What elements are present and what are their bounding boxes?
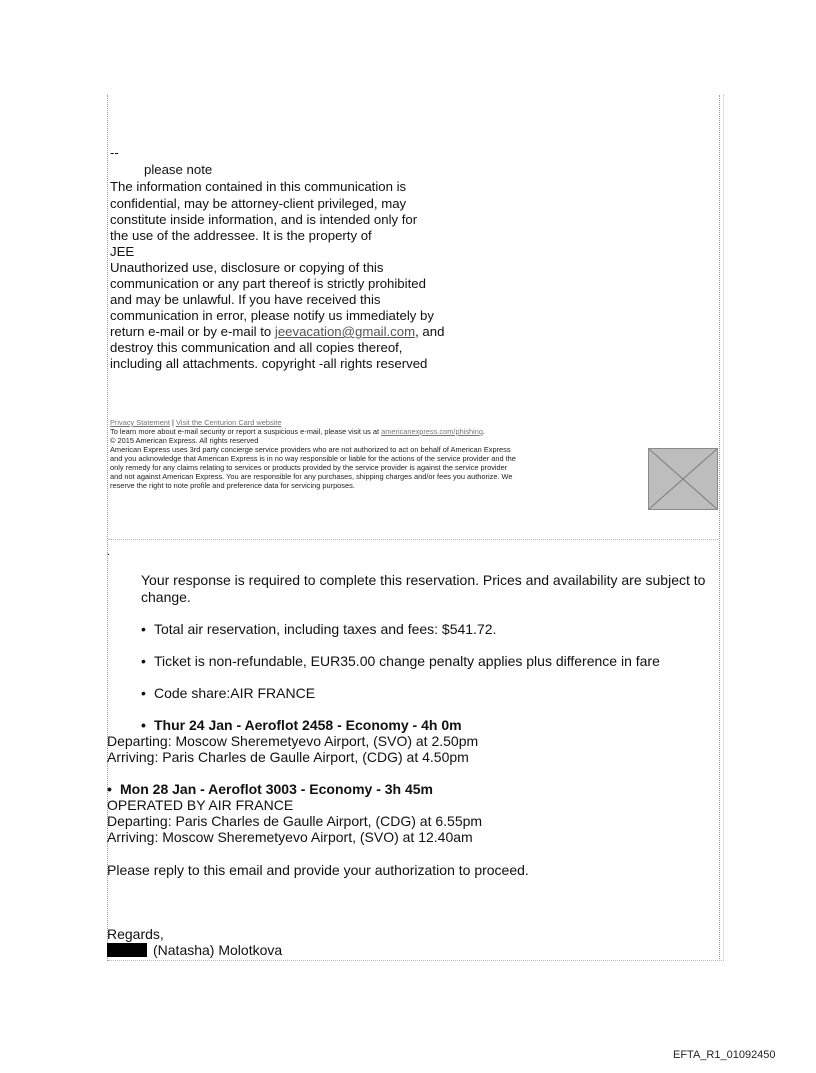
disclaimer-dash: --	[110, 145, 119, 160]
disclaimer-line: communication in error, please notify us immediately by	[110, 308, 434, 323]
disclaimer-line: confidential, may be attorney-client privileged, may	[110, 196, 407, 211]
centurion-website-link[interactable]: Visit the Centurion Card website	[176, 418, 282, 427]
privacy-statement-link[interactable]: Privacy Statement	[110, 418, 170, 427]
ticket-policy: Ticket is non-refundable, EUR35.00 change penalty applies plus difference in fare	[154, 653, 660, 669]
phishing-link[interactable]: americanexpress.com/phishing	[381, 427, 483, 436]
disclaimer-line: constitute inside information, and is intended only for	[110, 212, 418, 227]
bullet: •	[141, 717, 146, 733]
section-divider	[108, 539, 718, 540]
disclaimer-line: Unauthorized use, disclosure or copying of this	[110, 260, 384, 275]
flight1-title: Thur 24 Jan - Aeroflot 2458 - Economy - 4h 0m	[154, 717, 462, 733]
amex-body-line: and not against American Express. You are responsible for any purchases, shipping charges and/or fees you authorize. We	[110, 472, 513, 481]
disclaimer-line: including all attachments. copyright -all rights reserved	[110, 356, 428, 371]
disclaimer-heading: please note	[144, 162, 213, 177]
flight1-title-row	[141, 717, 462, 734]
bullet: •	[141, 621, 146, 637]
reply-request: Please reply to this email and provide your authorization to proceed.	[107, 862, 529, 878]
amex-body-line: only remedy for any claims relating to services or products provided by the service provider is against the service provider	[110, 463, 508, 472]
list-item	[141, 621, 496, 638]
reservation-intro-cont: change.	[141, 589, 191, 605]
broken-image-icon	[648, 448, 718, 510]
link-separator: |	[169, 418, 177, 427]
flight2-title-row	[107, 781, 433, 798]
document-id: EFTA_R1_01092450	[673, 1049, 776, 1061]
flight2-departing: Departing: Paris Charles de Gaulle Airport, (CDG) at 6.55pm	[107, 813, 483, 829]
redaction-block	[107, 943, 147, 957]
frame-right-border	[719, 95, 721, 961]
flight2-title: Mon 28 Jan - Aeroflot 3003 - Economy - 3h 45m	[120, 781, 434, 797]
bottom-divider	[108, 960, 722, 961]
amex-body-line: and you acknowledge that American Express is in no way responsible or liable for the actions of the service provider and the	[110, 454, 516, 463]
amex-body-line: American Express uses 3rd party concierge service providers who are not authorized to act on behalf of American Express	[110, 445, 511, 454]
disclaimer-contact-line	[110, 324, 444, 341]
amex-copyright: © 2015 American Express. All rights reserved	[110, 436, 259, 445]
disclaimer-line: JEE	[110, 244, 135, 259]
bullet: •	[141, 685, 146, 701]
bullet: •	[107, 781, 112, 797]
code-share: Code share:AIR FRANCE	[154, 685, 316, 701]
disclaimer-line: communication or any part thereof is strictly prohibited	[110, 276, 426, 291]
flight1-departing: Departing: Moscow Sheremetyevo Airport, (SVO) at 2.50pm	[107, 733, 479, 749]
disclaimer-line: The information contained in this communication is	[110, 179, 407, 194]
return-suffix: , and	[415, 324, 445, 339]
flight1-arriving: Arriving: Paris Charles de Gaulle Airport, (CDG) at 4.50pm	[107, 749, 469, 765]
signature-name: (Natasha) Molotkova	[153, 942, 283, 958]
disclaimer-line: and may be unlawful. If you have received this	[110, 292, 381, 307]
disclaimer-line: destroy this communication and all copies thereof,	[110, 340, 403, 355]
amex-body-line: reserve the right to note profile and preference data for servicing purposes.	[110, 481, 355, 490]
list-item	[141, 685, 315, 702]
regards: Regards,	[107, 926, 164, 942]
return-prefix: return e-mail or by e-mail to	[110, 324, 275, 339]
total-fare: Total air reservation, including taxes and fees: $541.72.	[154, 621, 497, 637]
learn-suffix: .	[482, 427, 486, 436]
bullet: •	[141, 653, 146, 669]
reservation-intro: Your response is required to complete this reservation. Prices and availability are subject to	[141, 572, 706, 588]
list-item	[141, 653, 660, 670]
signature-row	[107, 942, 282, 959]
frame-right-border-outer	[723, 95, 725, 961]
learn-prefix: To learn more about e-mail security or report a suspicious e-mail, please visit us at	[110, 427, 382, 436]
flight2-operated: OPERATED BY AIR FRANCE	[107, 797, 294, 813]
stray-dot: .	[107, 546, 111, 558]
flight2-arriving: Arriving: Moscow Sheremetyevo Airport, (SVO) at 12.40am	[107, 829, 473, 845]
contact-email-link[interactable]: jeevacation@gmail.com	[274, 324, 416, 339]
disclaimer-line: the use of the addressee. It is the property of	[110, 228, 372, 243]
